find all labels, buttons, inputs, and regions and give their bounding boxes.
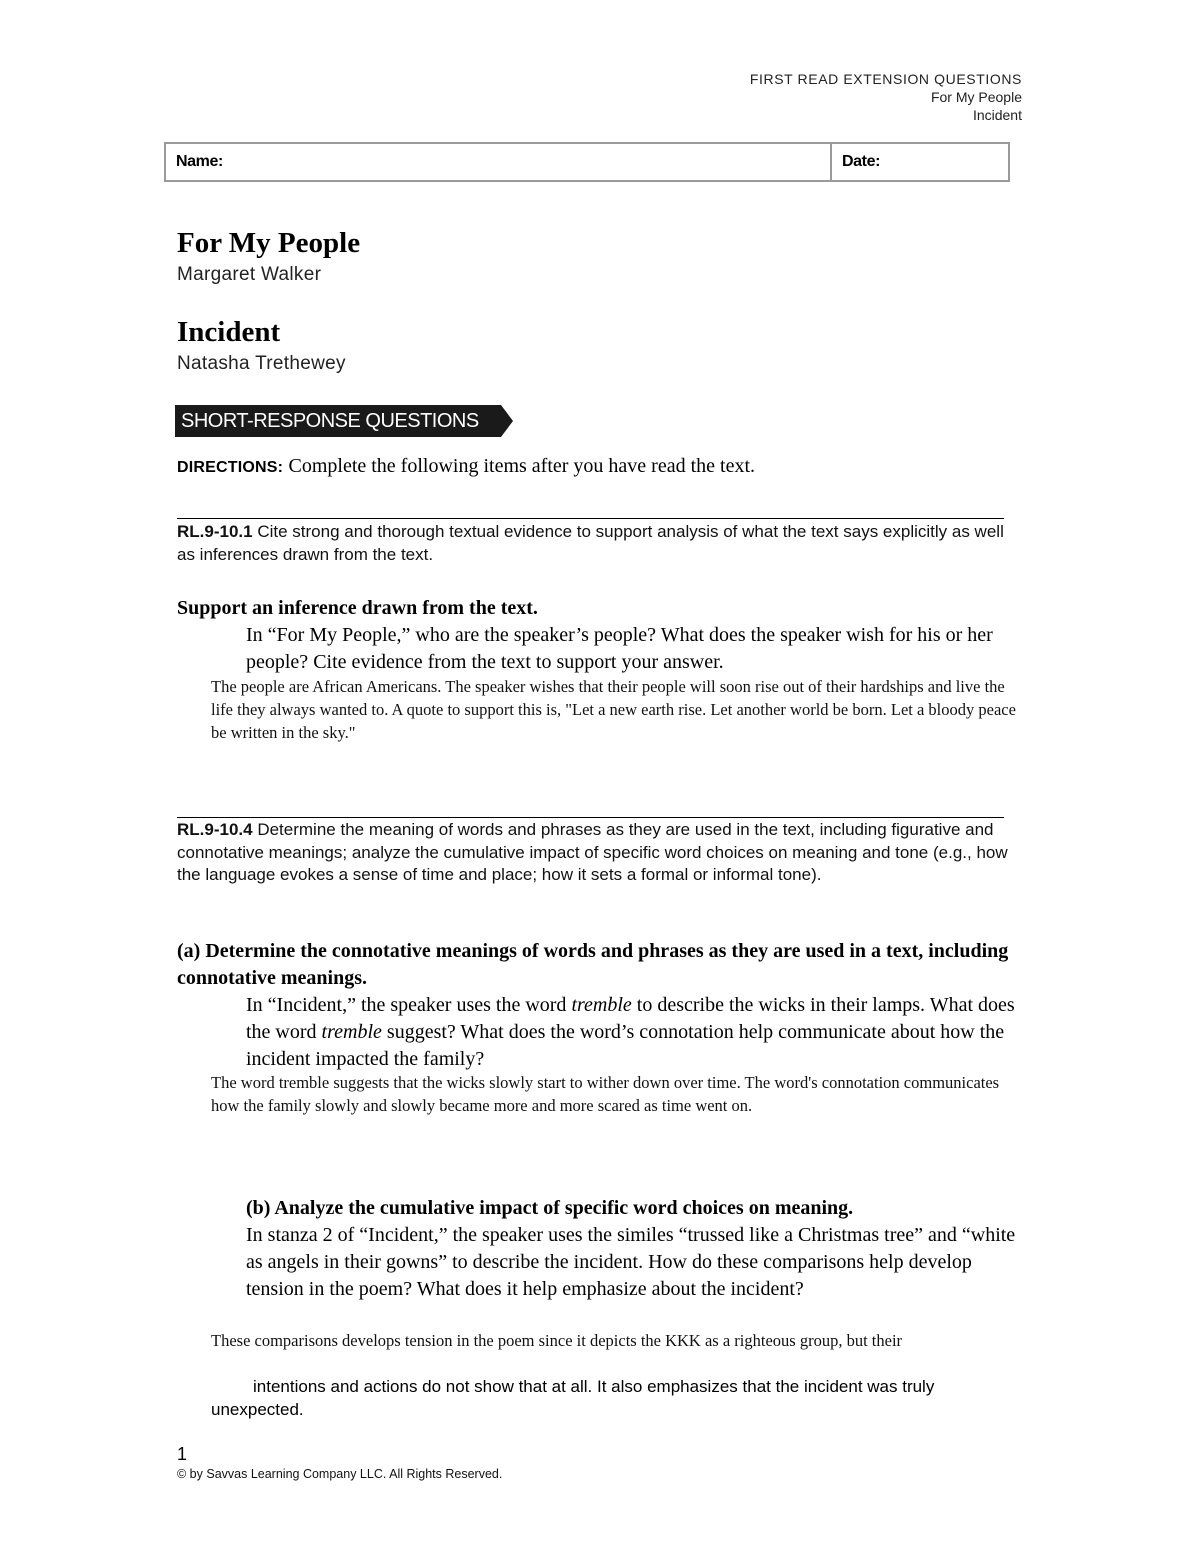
question-prompt-2a — [246, 992, 1026, 1073]
directions-label: DIRECTIONS: — [177, 459, 284, 476]
question-heading-2b: (b) Analyze the cumulative impact of specific word choices on meaning. — [246, 1197, 854, 1219]
prompt-text: to describe the wicks in their lamps. What does the word — [246, 994, 1015, 1043]
header-label: FIRST READ EXTENSION QUESTIONS — [749, 71, 1022, 87]
name-label: Name: — [176, 153, 223, 170]
question-heading-2a: (a) Determine the connotative meanings of words and phrases as they are used in a text, including connotative meanings. — [177, 940, 1009, 989]
emphasized-word: tremble — [321, 1021, 382, 1043]
copyright-notice: © by Savvas Learning Company LLC. All Rights Reserved. — [177, 1467, 503, 1481]
question-prompt-1: In “For My People,” who are the speaker’s people? What does the speaker wish for his or her people? Cite evidence from the text to support your answer. — [246, 624, 993, 673]
standard-text: Determine the meaning of words and phrases as they are used in the text, including figurative and connotative meanings; analyze the cumulative impact of specific word choices on meaning and tone (e.g., how the language evokes a sense of time and place; how it sets a formal or informal tone). — [177, 820, 1008, 884]
work-author-2: Natasha Trethewey — [177, 353, 346, 374]
name-date-table — [164, 142, 1010, 182]
answer-2b-part1[interactable]: These comparisons develops tension in the poem since it depicts the KKK as a righteous group, but their — [211, 1331, 903, 1350]
prompt-text: In “Incident,” the speaker uses the word — [246, 994, 572, 1016]
section-banner-label: SHORT-RESPONSE QUESTIONS — [181, 410, 479, 432]
standard-code: RL.9-10.4 — [177, 820, 253, 839]
page-number: 1 — [177, 1444, 188, 1464]
prompt-text: suggest? What does the word’s connotation help communicate about how the incident impacted the family? — [246, 1021, 1005, 1070]
header-title-2: Incident — [972, 107, 1022, 123]
section-banner — [175, 405, 515, 437]
work-author-1: Margaret Walker — [177, 264, 322, 285]
standard-rl-9-10-4 — [177, 819, 1022, 887]
answer-2b-part2[interactable]: intentions and actions do not show that at all. It also emphasizes that the incident was truly unexpected. — [211, 1377, 935, 1419]
standard-text: Cite strong and thorough textual evidence to support analysis of what the text says explicitly as well as inferences drawn from the text. — [177, 522, 1004, 564]
question-prompt-2b: In stanza 2 of “Incident,” the speaker uses the similes “trussed like a Christmas tree” and “white as angels in their gowns” to describe the incident. How do these comparisons help develop tension in the poem? What does it help emphasize about the incident? — [246, 1224, 1016, 1300]
standard-code: RL.9-10.1 — [177, 522, 253, 541]
divider-rule — [177, 518, 1004, 519]
work-title-2: Incident — [177, 316, 281, 348]
answer-1[interactable]: The people are African Americans. The speaker wishes that their people will soon rise out of their hardships and live the life they always wanted to. A quote to support this is, "Let a new earth rise. Let another world be born. Let a bloody peace be written in the sky." — [211, 677, 1016, 742]
running-header — [750, 70, 1022, 124]
header-title-1: For My People — [930, 89, 1022, 105]
directions-text: Complete the following items after you have read the text. — [288, 455, 756, 477]
answer-2a[interactable]: The word tremble suggests that the wicks slowly start to wither down over time. The word's connotation communicates how the family slowly and slowly became more and more scared as time went on. — [211, 1073, 1000, 1115]
date-field[interactable] — [832, 144, 1008, 180]
standard-rl-9-10-1 — [177, 521, 1022, 566]
question-heading-1: Support an inference drawn from the text. — [177, 597, 538, 619]
name-field[interactable] — [166, 144, 832, 180]
emphasized-word: tremble — [571, 994, 632, 1016]
date-label: Date: — [842, 153, 881, 170]
divider-rule — [177, 817, 1004, 818]
work-title-1: For My People — [177, 227, 361, 259]
directions — [177, 455, 755, 478]
